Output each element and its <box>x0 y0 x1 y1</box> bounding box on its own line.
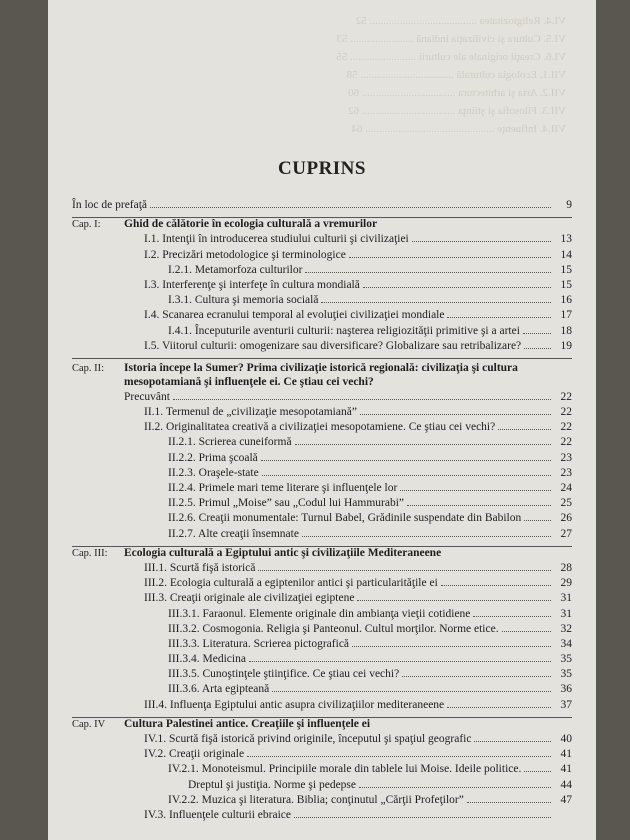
page-number: 29 <box>560 577 572 590</box>
entry-title: III.3.1. Faraonul. Elemente originale din ambianţa vieţii cotidiene <box>168 607 471 620</box>
dot-leader <box>447 707 551 708</box>
entry-title: II.2.2. Prima şcoală <box>168 451 258 464</box>
chapter-title: Istoria începe la Sumer? Prima civilizaţie istorică regională: civilizaţia şi cultura mesopotamiană şi influenţele ei. Ce ştiau cei vechi? <box>124 361 518 388</box>
entry-title: IV.3. Influenţele culturii ebraice <box>144 808 291 821</box>
entry-title: III.1. Scurtă fişă istorică <box>144 561 256 574</box>
toc-entry <box>72 748 572 763</box>
dot-leader <box>474 741 551 742</box>
entry-title: I.2. Precizări metodologice şi terminologice <box>144 248 346 261</box>
entry-title: III.3.3. Literatura. Scrierea pictografică <box>168 637 350 650</box>
dot-leader <box>305 272 551 273</box>
page-number: 24 <box>560 482 572 494</box>
page-number: 27 <box>560 527 572 540</box>
toc-entry <box>72 199 572 214</box>
dot-leader <box>262 475 551 476</box>
page-number: 35 <box>560 653 572 666</box>
toc-entry <box>72 482 572 497</box>
page-number: 35 <box>560 668 572 681</box>
toc-entry <box>72 452 572 467</box>
dot-leader <box>407 505 551 506</box>
dot-leader <box>523 333 551 334</box>
entry-title: În loc de prefaţă <box>72 199 148 211</box>
entry-title: II.2. Originalitatea creativă a civilizaţiei mesopotamiene. Ce ştiau cei vechi? <box>144 421 496 434</box>
chapter-title: Ghid de călătorie în ecologia culturală a vremurilor <box>124 218 378 231</box>
entry-title: I.3.1. Cultura şi memoria socială <box>168 294 319 307</box>
page-number: 17 <box>560 309 572 322</box>
dot-leader <box>412 241 551 242</box>
toc-entry <box>72 309 572 324</box>
dot-leader <box>524 348 551 349</box>
toc-entry <box>72 391 572 406</box>
dot-leader <box>502 631 551 632</box>
entry-title: I.4.1. Începuturile aventurii culturii: naşterea religiozităţii primitive şi a artei <box>168 324 520 337</box>
toc-entry <box>72 249 572 264</box>
page-number: 44 <box>560 778 572 791</box>
entry-title: Dreptul şi justiţia. Norme şi pedepse <box>188 778 356 791</box>
page-number: 22 <box>560 390 572 403</box>
entry-title: III.2. Ecologia culturală a egiptenilor antici şi particularităţile ei <box>144 577 438 590</box>
toc-entry <box>72 577 572 592</box>
toc-entry <box>72 683 572 698</box>
entry-title: III.3.4. Medicina <box>168 653 246 666</box>
entry-title: II.2.6. Creaţii monumentale: Turnul Babel, Grădinile suspendate din Babilon <box>168 512 522 525</box>
entry-title: IV.2.1. Monoteismul. Principiile morale din tablele lui Moise. Ideile politice. <box>168 763 522 776</box>
dot-leader <box>295 444 551 445</box>
toc-chapter <box>72 218 572 233</box>
entry-title: I.1. Intenţii în introducerea studiului culturii şi civilizaţiei <box>144 233 409 246</box>
dot-leader <box>321 302 551 303</box>
page-number: 18 <box>560 324 572 337</box>
chapter-number: Cap. III: <box>72 547 108 559</box>
toc-entry <box>72 467 572 482</box>
toc-entry <box>72 608 572 623</box>
toc-entry <box>72 421 572 436</box>
toc-entry <box>72 779 572 794</box>
book-page <box>48 0 596 840</box>
dot-leader <box>247 756 551 757</box>
entry-title: I.4. Scanarea ecranului temporal al evoluţiei civilizaţiei mondiale <box>144 309 445 322</box>
chapter-number: Cap. I: <box>72 219 101 231</box>
page-title: CUPRINS <box>278 158 366 179</box>
entry-title: II.1. Termenul de „civilizaţie mesopotamiană” <box>144 406 357 419</box>
dot-leader <box>261 460 551 461</box>
toc-entry <box>72 325 572 340</box>
dot-leader <box>400 490 551 491</box>
toc-entry <box>72 528 572 543</box>
dot-leader <box>524 771 551 772</box>
toc-entry <box>72 294 572 309</box>
chapter-title: Ecologia culturală a Egiptului antic şi civilizaţiile Mediteraneene <box>124 546 442 559</box>
page-number: 28 <box>560 561 572 574</box>
toc-entry <box>72 512 572 527</box>
toc-entry <box>72 733 572 748</box>
toc-entry <box>72 668 572 683</box>
page-number: 25 <box>560 497 572 510</box>
table-of-contents <box>72 199 572 824</box>
toc-entry <box>72 497 572 512</box>
entry-title: I.3. Interferenţe şi interfeţe în cultura mondială <box>144 278 360 291</box>
page-number: 23 <box>560 451 572 464</box>
page-number: 26 <box>560 512 572 525</box>
entry-title: I.5. Viitorul culturii: omogenizare sau diversificare? Globalizare sau retribalizare? <box>144 339 522 352</box>
entry-title: IV.1. Scurtă fişă istorică privind originile, începutul şi spaţiul geografic <box>144 733 472 745</box>
toc-chapter <box>72 547 572 562</box>
entry-title: III.3.5. Cunoştinţele ştiinţifice. Ce ştiau cei vechi? <box>168 668 400 681</box>
page-number: 9 <box>566 199 572 211</box>
page-number: 41 <box>560 763 572 776</box>
page-number: 41 <box>560 748 572 761</box>
page-number: 19 <box>560 339 572 352</box>
toc-entry <box>72 623 572 638</box>
dot-leader <box>349 257 551 258</box>
page-number: 22 <box>560 436 572 449</box>
toc-entry <box>72 406 572 421</box>
dot-leader <box>441 585 551 586</box>
page-number: 22 <box>560 406 572 419</box>
entry-title: III.3.2. Cosmogonia. Religia şi Panteonul. Cultul morţilor. Norme etice. <box>168 622 499 635</box>
entry-title: III.4. Influenţa Egiptului antic asupra civilizaţiilor mediteraneene <box>144 698 445 711</box>
bleed-through-text: VI.4. Religiozitatea ....................................... 52 VI.5. Cultura şi civilizaţia indiană ....................... 53 VI.6. Creaţii originale ale culturii ........................ 55 VII.1. Ecologia culturală .................................. 58 VII.2. Arta şi arhitectura .................................. 60 VII.3. Filosofia şi ştiinţa .................................. 62 VII.4. Influenţe ............................................... 64 <box>336 15 566 135</box>
dot-leader <box>357 600 551 601</box>
toc-entry <box>72 436 572 451</box>
toc-chapter <box>72 359 572 391</box>
toc-entry <box>72 653 572 668</box>
page-number: 13 <box>560 233 572 246</box>
entry-title: IV.2.2. Muzica şi literatura. Biblia; conţinutul „Cărţii Profeţilor” <box>168 793 464 806</box>
chapter-number: Cap. IV <box>72 718 106 730</box>
toc-entry <box>72 638 572 653</box>
entry-title: II.2.1. Scrierea cuneiformă <box>168 436 292 449</box>
toc-entry <box>72 562 572 577</box>
page-number: 14 <box>560 248 572 261</box>
entry-title: II.2.3. Oraşele-state <box>168 466 259 479</box>
page-number: 31 <box>560 607 572 620</box>
page-number: 34 <box>560 637 572 650</box>
toc-entry <box>72 592 572 607</box>
toc-chapter <box>72 718 572 733</box>
dot-leader <box>352 646 551 647</box>
toc-entry <box>72 699 572 714</box>
page-number: 22 <box>560 421 572 434</box>
toc-entry <box>72 763 572 778</box>
page-number: 40 <box>560 733 572 745</box>
toc-entry <box>72 794 572 809</box>
dot-leader <box>473 616 551 617</box>
entry-title: III.3.6. Arta egipteană <box>168 683 270 696</box>
entry-title: II.2.5. Primul „Moise” sau „Codul lui Hammurabi” <box>168 497 405 510</box>
toc-entry <box>72 340 572 355</box>
dot-leader <box>302 536 551 537</box>
chapter-number: Cap. II: <box>72 362 105 374</box>
page-number: 36 <box>560 683 572 696</box>
page-number: 37 <box>560 698 572 711</box>
dot-leader <box>524 520 551 521</box>
dot-leader <box>402 676 551 677</box>
page-number: 15 <box>560 263 572 276</box>
entry-title: IV.2. Creaţii originale <box>144 748 245 761</box>
dot-leader <box>272 691 551 692</box>
dot-leader <box>150 207 551 208</box>
dot-leader <box>173 399 551 400</box>
page-number: 15 <box>560 278 572 291</box>
entry-title: III.3. Creaţii originale ale civilizaţiei egiptene <box>144 592 355 605</box>
page-number: 47 <box>560 793 572 806</box>
entry-title: II.2.7. Alte creaţii însemnate <box>168 527 299 540</box>
dot-leader <box>249 661 551 662</box>
toc-entry <box>72 809 572 824</box>
entry-title: I.2.1. Metamorfoza culturilor <box>168 263 303 276</box>
toc-entry <box>72 233 572 248</box>
page-number: 16 <box>560 294 572 307</box>
toc-entry <box>72 279 572 294</box>
dot-leader <box>363 287 551 288</box>
page-number: 31 <box>560 592 572 605</box>
dot-leader <box>258 570 551 571</box>
toc-entry <box>72 264 572 279</box>
entry-title: II.2.4. Primele mari teme literare şi influenţele lor <box>168 482 398 494</box>
dot-leader <box>498 429 551 430</box>
page-number: 32 <box>560 622 572 635</box>
dot-leader <box>294 817 551 818</box>
page-number: 23 <box>560 466 572 479</box>
dot-leader <box>359 787 551 788</box>
dot-leader <box>447 317 551 318</box>
dot-leader <box>467 802 551 803</box>
chapter-title: Cultura Palestinei antice. Creaţiile şi influenţele ei <box>124 717 371 730</box>
dot-leader <box>360 414 551 415</box>
entry-title: Precuvânt <box>124 390 170 403</box>
